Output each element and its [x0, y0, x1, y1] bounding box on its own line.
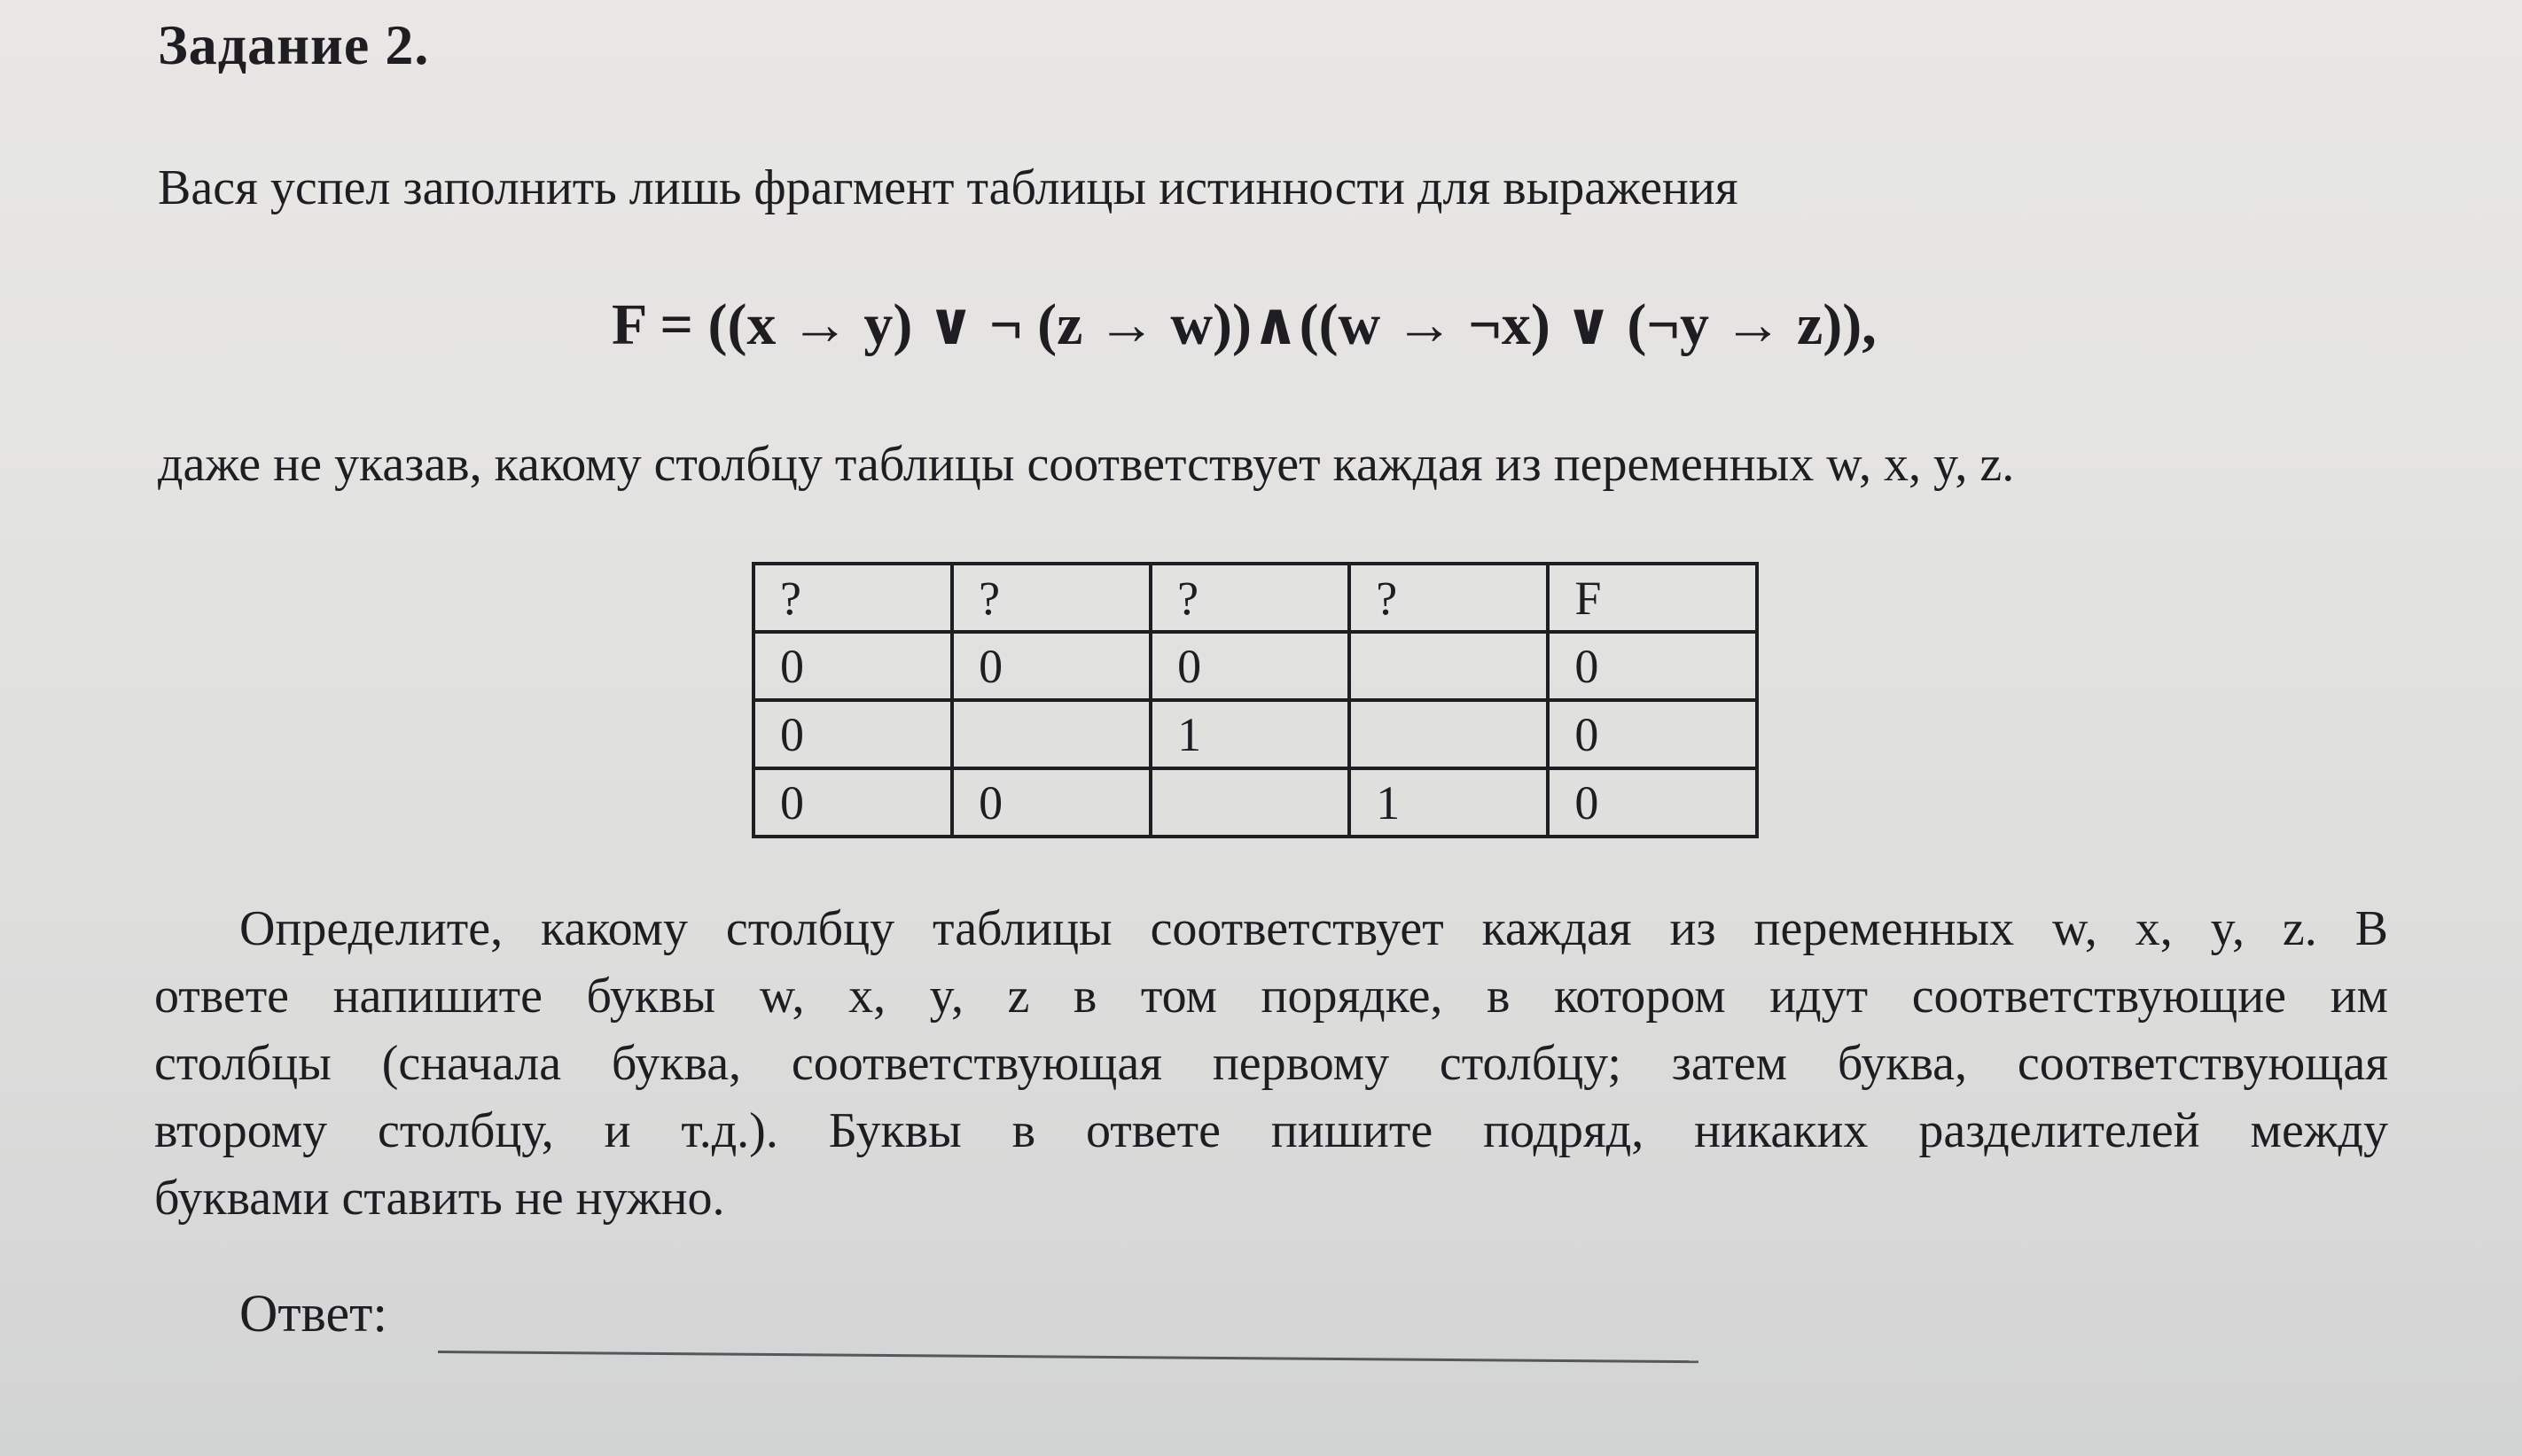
truth-table-cell: 0 [952, 632, 1151, 700]
instruction-line: ответе напишите буквы w, x, y, z в том порядке, в котором идут соответствующие им [154, 969, 2388, 1024]
instruction-line: столбцы (сначала буква, соответствующая первому столбцу; затем буква, соответствующая [154, 1036, 2388, 1091]
instruction-line: Определите, какому столбцу таблицы соответствует каждая из переменных w, x, y, z. В [239, 901, 2388, 956]
truth-table-row [753, 700, 1757, 768]
truth-table-cell: 0 [1548, 700, 1757, 768]
truth-table-cell [1349, 700, 1548, 768]
truth-table-row [753, 768, 1757, 837]
truth-table-cell: 0 [1548, 632, 1757, 700]
instruction-line: буквами ставить не нужно. [154, 1171, 725, 1226]
task-intro-continued: даже не указав, какому столбцу таблицы соответствует каждая из переменных w, x, y, z. [158, 437, 2015, 492]
truth-table-header-cell: F [1548, 564, 1757, 632]
answer-label: Ответ: [239, 1284, 388, 1343]
truth-table-cell: 0 [753, 632, 952, 700]
truth-table-cell: 0 [1548, 768, 1757, 837]
truth-table-header-cell: ? [753, 564, 952, 632]
truth-table-cell: 1 [1151, 700, 1349, 768]
truth-table-header-row [753, 564, 1757, 632]
truth-table-cell [952, 700, 1151, 768]
truth-table [752, 562, 1759, 838]
truth-table-row [753, 632, 1757, 700]
task-title: Задание 2. [158, 13, 430, 76]
truth-table-cell: 0 [753, 700, 952, 768]
truth-table-cell: 0 [1151, 632, 1349, 700]
truth-table-cell [1349, 632, 1548, 700]
task-intro: Вася успел заполнить лишь фрагмент таблицы истинности для выражения [158, 160, 1738, 215]
truth-table-cell: 1 [1349, 768, 1548, 837]
truth-table-header-cell: ? [952, 564, 1151, 632]
truth-table-cell: 0 [753, 768, 952, 837]
boolean-formula: F = ((x → y) ∨ ¬ (z → w))∧((w → ¬x) ∨ (¬y → z)), [612, 292, 1877, 357]
instruction-paragraph [154, 895, 2388, 1232]
truth-table-cell: 0 [952, 768, 1151, 837]
truth-table-cell [1151, 768, 1349, 837]
truth-table-header-cell: ? [1151, 564, 1349, 632]
answer-field[interactable] [438, 1351, 1698, 1363]
truth-table-header-cell: ? [1349, 564, 1548, 632]
instruction-line: второму столбцу, и т.д.). Буквы в ответе пишите подряд, никаких разделителей между [154, 1103, 2388, 1158]
